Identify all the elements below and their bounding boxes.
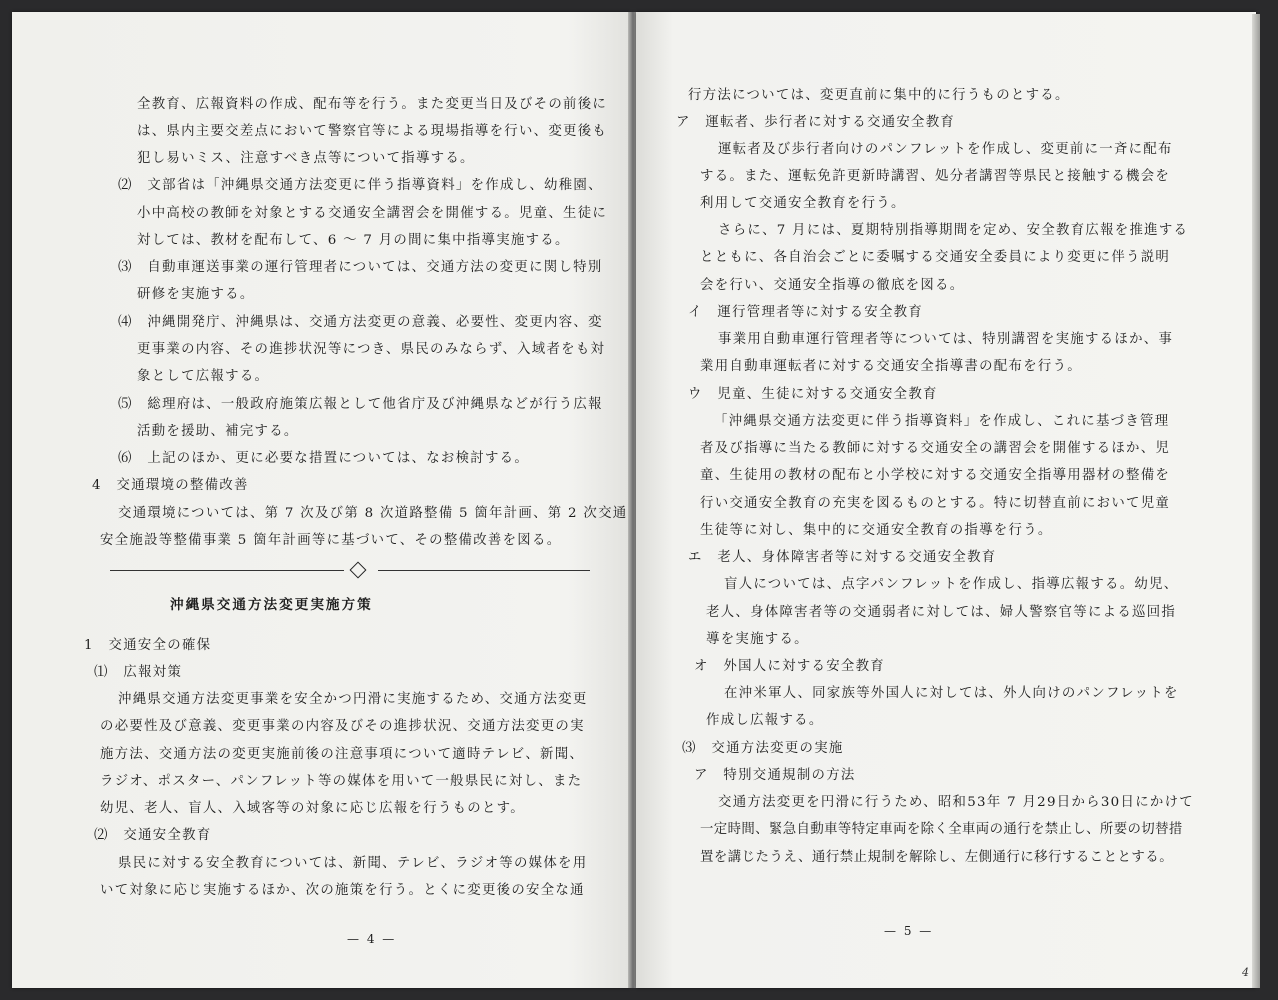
text-line: 置を講じたうえ、通行禁止規制を解除し、左側通行に移行することとする。 (700, 850, 1174, 865)
document-title: 沖縄県交通方法変更実施方策 (170, 597, 373, 613)
text-line: 者及び指導に当たる教師に対する交通安全の講習会を開催するほか、児 (700, 441, 1171, 456)
text-line: 業用自動車運転者に対する交通安全指導書の配布を行う。 (700, 359, 1082, 374)
text-line: さらに、7 月には、夏期特別指導期間を定め、安全教育広報を推進する (718, 223, 1189, 238)
subsection-heading: ウ 児童、生徒に対する交通安全教育 (688, 387, 938, 402)
text-line: 活動を援助、補完する。 (137, 424, 299, 439)
text-line: 行方法については、変更直前に集中的に行うものとする。 (688, 88, 1070, 103)
page-number: — 5 — (884, 924, 934, 938)
text-line: ⑵ 文部省は「沖縄県交通方法変更に伴う指導資料」を作成し、幼稚園、 (118, 178, 603, 193)
text-line: 小中高校の教師を対象とする交通安全講習会を開催する。児童、生徒に (137, 206, 608, 221)
subsection-heading: エ 老人、身体障害者等に対する交通安全教育 (688, 550, 997, 565)
text-line: 対しては、教材を配布して、6 〜 7 月の間に集中指導実施する。 (137, 233, 570, 248)
text-line: の必要性及び意義、変更事業の内容及びその進捗状況、交通方法変更の実 (100, 719, 585, 734)
page-number: — 4 — (347, 932, 397, 946)
text-line: 童、生徒用の教材の配布と小学校に対する交通安全指導用器材の整備を (700, 468, 1171, 483)
text-line: 一定時間、緊急自動車等特定車両を除く全車両の通行を禁止し、所要の切替措 (700, 822, 1183, 837)
text-line: する。また、運転免許更新時講習、処分者講習等県民と接触する機会を (700, 169, 1171, 184)
left-page (12, 12, 630, 988)
subsection-heading: ⑵ 交通安全教育 (94, 828, 212, 843)
page-edge (1252, 14, 1260, 988)
text-line: 老人、身体障害者等の交通弱者に対しては、婦人警察官等による巡回指 (706, 605, 1177, 620)
right-page (636, 12, 1256, 988)
text-line: 生徒等に対し、集中的に交通安全教育の指導を行う。 (700, 523, 1053, 538)
section-heading: 1 交通安全の確保 (84, 638, 212, 653)
subsection-heading: ⑴ 広報対策 (94, 665, 183, 680)
corner-mark: 4 (1242, 966, 1249, 979)
subsection-heading: ア 特別交通規制の方法 (694, 768, 856, 783)
text-line: 幼児、老人、盲人、入域客等の対象に応じ広報を行うものとす。 (100, 801, 525, 816)
text-line: ⑷ 沖縄開発庁、沖縄県は、交通方法変更の意義、必要性、変更内容、変 (118, 315, 603, 330)
text-line: 会を行い、交通安全指導の徹底を図る。 (700, 278, 965, 293)
subsection-heading: ア 運転者、歩行者に対する交通安全教育 (676, 115, 956, 130)
text-line: 運転者及び歩行者向けのパンフレットを作成し、変更前に一斉に配布 (718, 142, 1173, 157)
text-line: 行い交通安全教育の充実を図るものとする。特に切替直前において児童 (700, 496, 1171, 511)
text-line: 在沖米軍人、同家族等外国人に対しては、外人向けのパンフレットを (724, 686, 1179, 701)
text-line: ⑶ 自動車運送事業の運行管理者については、交通方法の変更に関し特別 (118, 260, 603, 275)
text-line: 交通方法変更を円滑に行うため、昭和53年 7 月29日から30日にかけて (718, 795, 1194, 810)
text-line: 施方法、交通方法の変更実施前後の注意事項について適時テレビ、新聞、 (100, 747, 585, 762)
text-line: 全教育、広報資料の作成、配布等を行う。また変更当日及びその前後に (137, 97, 608, 112)
text-line: ⑸ 総理府は、一般政府施策広報として他省庁及び沖縄県などが行う広報 (118, 397, 603, 412)
text-line: 沖縄県交通方法変更事業を安全かつ円滑に実施するため、交通方法変更 (118, 692, 588, 707)
subsection-heading: ⑶ 交通方法変更の実施 (682, 741, 844, 756)
text-line: は、県内主要交差点において警察官等による現場指導を行い、変更後も (137, 124, 608, 139)
subsection-heading: オ 外国人に対する安全教育 (694, 659, 885, 674)
diamond-ornament-icon (350, 562, 367, 579)
text-line: 「沖縄県交通方法変更に伴う指導資料」を作成し、これに基づき管理 (714, 414, 1170, 429)
text-line: 県民に対する安全教育については、新聞、テレビ、ラジオ等の媒体を用 (118, 856, 588, 871)
text-line: 研修を実施する。 (137, 287, 255, 302)
text-line: 交通環境については、第 7 次及び第 8 次道路整備 5 箇年計画、第 2 次交通 (118, 506, 628, 521)
text-line: 安全施設等整備事業 5 箇年計画等に基づいて、その整備改善を図る。 (100, 533, 562, 548)
text-line: 犯し易いミス、注意すべき点等について指導する。 (137, 151, 475, 166)
text-line: 象として広報する。 (137, 369, 270, 384)
text-line: 利用して交通安全教育を行う。 (700, 196, 906, 211)
divider-rule-right (378, 570, 590, 571)
text-line: ラジオ、ポスター、パンフレット等の媒体を用いて一般県民に対し、また (100, 774, 583, 789)
text-line: いて対象に応じ実施するほか、次の施策を行う。とくに変更後の安全な通 (100, 883, 585, 898)
text-line: とともに、各自治会ごとに委嘱する交通安全委員により変更に伴う説明 (700, 250, 1171, 265)
text-line: ⑹ 上記のほか、更に必要な措置については、なお検討する。 (118, 451, 530, 466)
subsection-heading: イ 運行管理者等に対する安全教育 (688, 305, 924, 320)
text-line: 導を実施する。 (706, 632, 809, 647)
text-line: 作成し広報する。 (706, 713, 824, 728)
text-line: 更事業の内容、その進捗状況等につき、県民のみならず、入域者をも対 (137, 342, 606, 357)
text-line: 盲人については、点字パンフレットを作成し、指導広報する。幼児、 (724, 577, 1179, 592)
text-line: 事業用自動車運行管理者等については、特別講習を実施するほか、事 (718, 332, 1174, 347)
section-heading: 4 交通環境の整備改善 (92, 478, 249, 493)
divider-rule-left (110, 570, 344, 571)
